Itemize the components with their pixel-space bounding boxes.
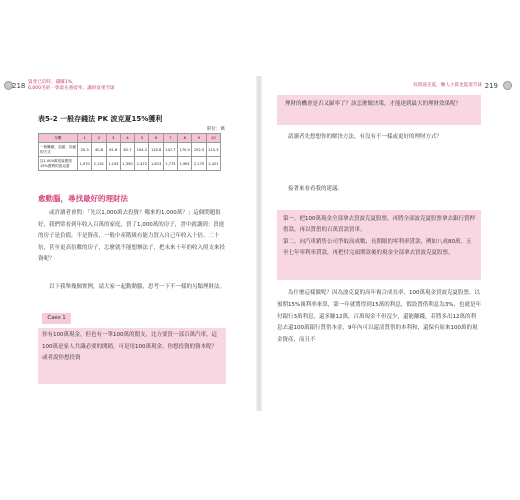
header-line-1: 資產已倍時，錢賺1%， bbox=[28, 80, 77, 85]
suggestion-box bbox=[277, 210, 481, 280]
table-cell: 170.0 bbox=[178, 143, 192, 157]
table-cell: 1,613 bbox=[149, 157, 163, 171]
table-cell: 125.8 bbox=[149, 143, 163, 157]
table-header-cell: 2 bbox=[92, 134, 106, 143]
table-header-cell: 4 bbox=[120, 134, 134, 143]
question-box: 理財的機會是否又歸零了？該怎麼做決策，才能達到最大的理財效果呢？ bbox=[277, 95, 481, 125]
table-header-cell: 年數 bbox=[39, 134, 78, 143]
table-cell: 40.8 bbox=[92, 143, 106, 157]
left-page bbox=[2, 76, 255, 411]
body-paragraph: 請讀者先想想你的解決方法，有沒有不一樣或更好的理財方式？ bbox=[288, 134, 443, 140]
running-header-left bbox=[28, 80, 115, 92]
table-cell: 1,350 bbox=[120, 157, 134, 171]
table-unit: 單位：萬 bbox=[206, 127, 225, 132]
suggestion-item: 第二，向汽車銷售公司爭取高成數、長期限的零利率貸款，例如八成80萬、五至七年零利率貸款，再把付完頭期款後的現金全部拿去買波克夏股票。 bbox=[283, 238, 472, 257]
table-row-label: 一般賺錢、花錢、存錢的方式 bbox=[39, 143, 78, 157]
table-header-cell: 1 bbox=[78, 134, 92, 143]
table-cell: 215.3 bbox=[206, 143, 220, 157]
table-cell: 1,070 bbox=[78, 157, 92, 171]
table-cell: 1,961 bbox=[178, 157, 192, 171]
table-header-cell: 10 bbox=[206, 134, 220, 143]
table-row bbox=[39, 143, 221, 157]
body-paragraph: 或許讀者會問：「先以1,000萬去投資？哪來的1,000萬？」這個問題很好，我們常看到年收入百萬的家庭，買了1,000萬的房子，書中就講到：買進的房子是負債，不是資產，一般中產階級有能力買入自己年收入十倍、二十倍，甚至更高倍數的房子，怎麼就不能想辦法子，把未來十年的收入照支來投資呢？ bbox=[38, 210, 226, 263]
table-cell: 104.2 bbox=[135, 143, 149, 157]
case-box: 你有100萬現金，但也有一筆100萬的閒支，比方要買一部百萬汽車，這100萬是家人共識必要的開銷，可是用100萬現金、你想投資的資本呢？或者說你想投資 bbox=[38, 328, 226, 384]
table-cell: 192.5 bbox=[192, 143, 206, 157]
comparison-table bbox=[38, 133, 221, 171]
table-header-cell: 6 bbox=[149, 134, 163, 143]
table-header-cell: 8 bbox=[178, 134, 192, 143]
table-cell: 20.3 bbox=[78, 143, 92, 157]
table-cell: 1,151 bbox=[92, 157, 106, 171]
table-header-row bbox=[39, 134, 221, 143]
coin-icon bbox=[503, 81, 512, 90]
header-line-2: 6,000毛的一會最先養留率，讓財富重雪球 bbox=[28, 86, 115, 91]
body-paragraph: 以下我舉幾個實例，請大家一起動動腦，思考一下不一樣的另類理財法。 bbox=[49, 284, 226, 290]
table-cell: 61.6 bbox=[106, 143, 120, 157]
table-header-cell: 9 bbox=[192, 134, 206, 143]
table-cell: 2,421 bbox=[206, 157, 220, 171]
table-cell: 1,775 bbox=[163, 157, 177, 171]
page-number-left: 218 bbox=[12, 82, 26, 90]
table-header-cell: 3 bbox=[106, 134, 120, 143]
case-label: Caes 1 bbox=[42, 313, 71, 324]
table-header-cell: 5 bbox=[135, 134, 149, 143]
running-header-right: 投資波克夏，懶人小資也能滾雪球 bbox=[413, 83, 482, 88]
page-number-right: 219 bbox=[484, 82, 498, 90]
table-title: 表5-2 一般存錢法 PK 波克夏15%獲利 bbox=[38, 115, 163, 123]
body-paragraph: 為什麼這樣做呢？因為波克夏的高年複合成長率，100萬現金買波克夏股票，以預期15%複利率來算，第一年就將得到15萬的利息，假設質借利息為3%，也就是年付銀行3萬利息，還多賺12萬，百萬現金不但沒少，還能賺錢，若將多出12萬的利息去還100萬銀行質借本金，9年內可以還清質借的本利和，還保有原來100萬的現金資產，而且不 bbox=[277, 290, 481, 344]
table-cell: 1,472 bbox=[135, 157, 149, 171]
table-cell: 147.7 bbox=[163, 143, 177, 157]
table-header-cell: 7 bbox=[163, 134, 177, 143]
table-cell: 2,175 bbox=[192, 157, 206, 171]
right-page bbox=[263, 76, 518, 411]
table-row bbox=[39, 157, 221, 171]
table-row-label: 以1,000萬投資獲得15%獲利的波克夏 bbox=[39, 157, 78, 171]
table-cell: 82.7 bbox=[120, 143, 134, 157]
body-paragraph: 接著來看看我的建議： bbox=[288, 186, 344, 192]
book-gutter bbox=[256, 76, 262, 411]
right-page-header bbox=[263, 76, 518, 96]
left-page-header bbox=[2, 76, 255, 96]
suggestion-item: 第一，把100萬現金全部拿去買波克夏股票，再將全部波克夏股票拿去銀行質押借款，再以質借的百萬買款買車。 bbox=[283, 216, 476, 234]
section-title: 愈動腦，尋找最好的理財法 bbox=[38, 194, 128, 203]
table-cell: 1,243 bbox=[106, 157, 120, 171]
